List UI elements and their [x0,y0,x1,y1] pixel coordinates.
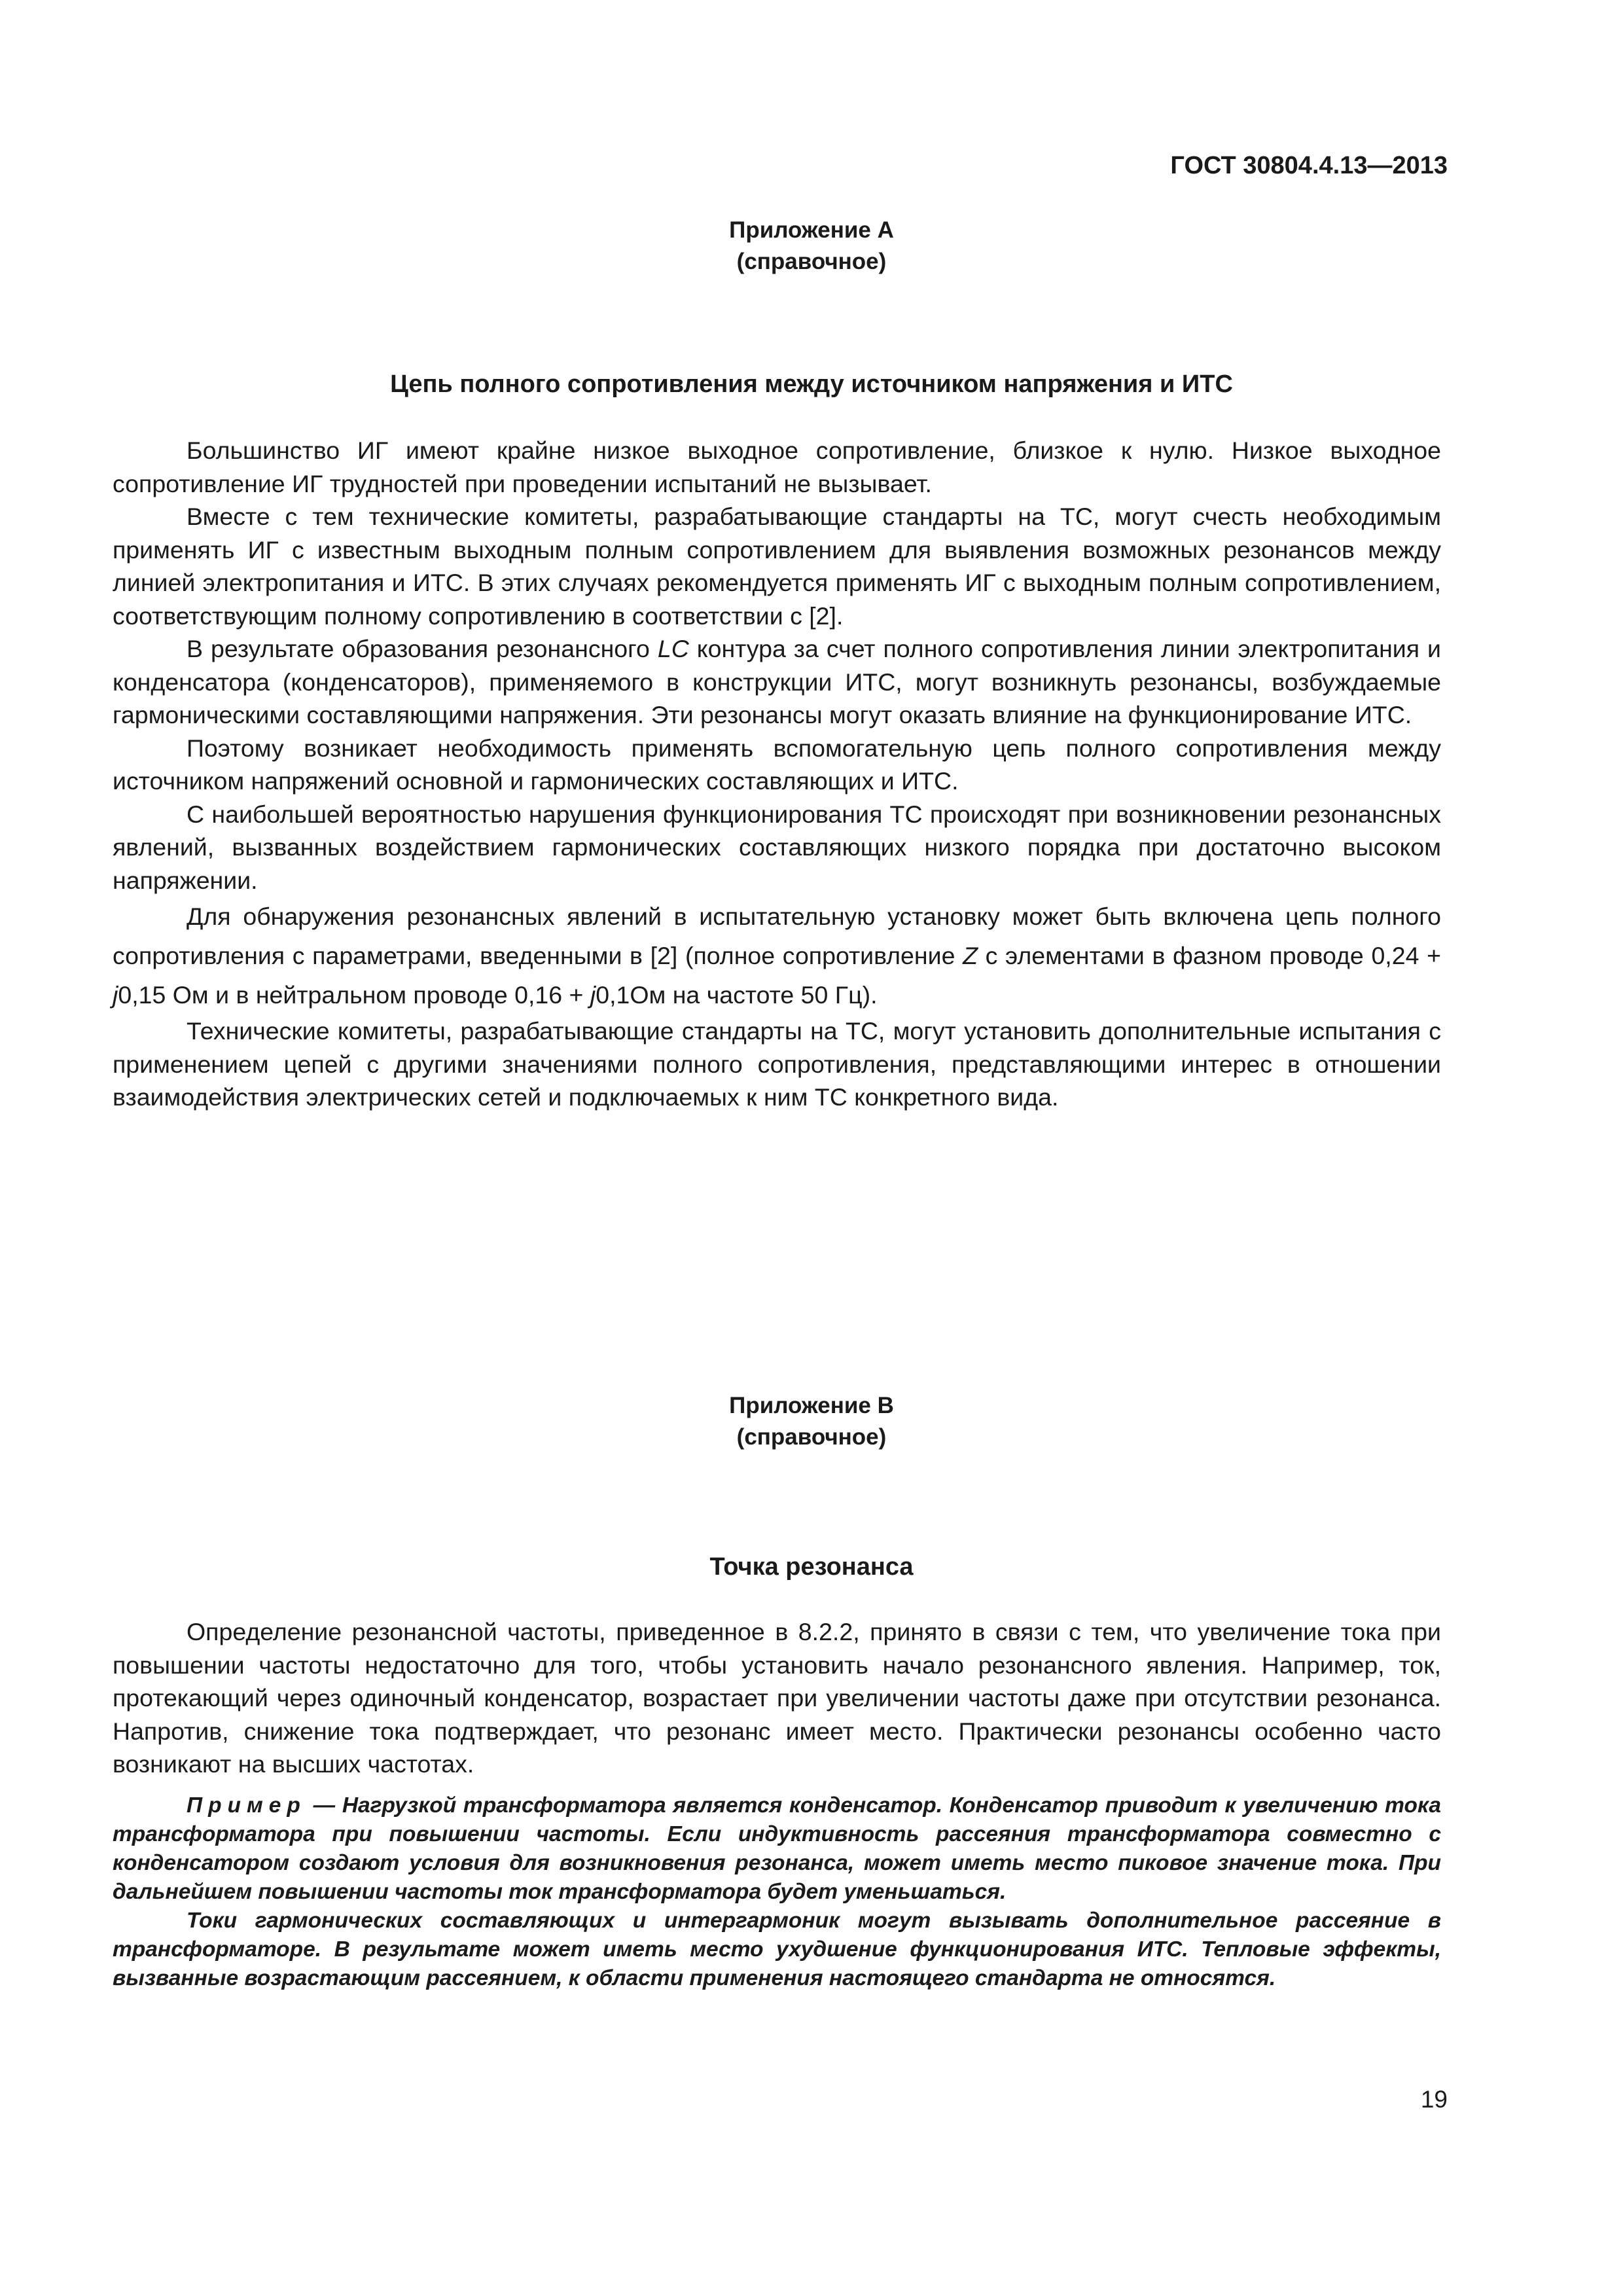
lc-symbol: LC [657,635,689,662]
appendix-a-body [113,434,1441,1114]
example-note [113,1791,1441,1907]
phase-impedance-real: 0,24 + [1371,942,1441,969]
p6-text-3: Ом и в нейтральном проводе [166,981,515,1009]
appendix-a-paragraph-5: С наибольшей вероятностью нарушения функционирования ТС происходят при возникновении резонансных явлений, вызванных воздействием гармонических составляющих низкого порядка при достаточно высоком напряжении. [113,800,1441,894]
p6-text-4: Ом на частоте 50 Гц). [630,981,878,1009]
example-text: — Нагрузкой трансформатора является конденсатор. Конденсатор приводит к увеличению тока трансформатора при повышении частоты. Если индуктивность рассеяния трансформатора совместно с конденсатором создают условия для возникновения резонанса, может иметь место пиковое значение тока. При дальнейшем повышении частоты ток трансформатора будет уменьшаться. [113,1793,1441,1904]
appendix-a-label: Приложение А [729,217,894,243]
neutral-imaginary-unit: j [590,981,596,1009]
appendix-a-kind: (справочное) [736,249,887,274]
p6-text-2: с элементами в фазном проводе [978,942,1372,969]
p6-text-1: Для обнаружения резонансных явлений в испытательную установку может быть включена цепь полного сопротивления с параметрами, введенными в [2] (полное сопротивление [113,903,1441,969]
appendix-a-paragraph-4: Поэтому возникает необходимость применять вспомогательную цепь полного сопротивления между источником напряжений основной и гармонических составляющих и ИТС. [113,734,1441,795]
example-lead: Пример [187,1793,306,1818]
neutral-impedance-imag: 0,1 [596,981,630,1009]
phase-imaginary-unit: j [113,981,118,1009]
page-number: 19 [1420,2086,1448,2113]
p3-text-after: контура за счет полного сопротивления линии электропитания и конденсатора (конденсаторов), применяемого в конструкции ИТС, могут возникнуть резонансы, возбуждаемые гармоническими составляющими напряжения. Эти резонансы могут оказать влияние на функционирование ИТС. [113,635,1441,728]
appendix-a-title: Цепь полного сопротивления между источником напряжения и ИТС [390,370,1233,398]
appendix-b-title: Точка резонанса [709,1553,914,1581]
document-code: ГОСТ 30804.4.13—2013 [1170,152,1448,179]
appendix-b-label: Приложение В [729,1393,894,1418]
appendix-a-heading [0,215,1623,278]
appendix-b-kind: (справочное) [736,1424,887,1450]
appendix-b-heading [0,1390,1623,1453]
p3-text-before: В результате образования резонансного [187,635,658,662]
example-note-continued: Токи гармонических составляющих и интергармоник могут вызывать дополнительное рассеяние в трансформаторе. В результате может иметь место ухудшение функционирования ИТС. Тепловые эффекты, вызванные возрастающим рассеянием, к области применения настоящего стандарта не относятся. [113,1908,1441,1990]
appendix-b-paragraph-1: Определение резонансной частоты, приведенное в 8.2.2, принято в связи с тем, что увеличение тока при повышении частоты недостаточно для того, чтобы установить начало резонансного явления. Например, ток, протекающий через одиночный конденсатор, возрастает при увеличении частоты даже при отсутствии резонанса. Напротив, снижение тока подтверждает, что резонанс имеет место. Практически резонансы особенно часто возникают на высших частотах. [113,1618,1441,1778]
appendix-a-paragraph-7: Технические комитеты, разрабатывающие стандарты на ТС, могут установить дополнительные испытания с применением цепей с другими значениями полного сопротивления, представляющими интерес в отношении взаимодействия электрических сетей и подключаемых к ним ТС конкретного вида. [113,1017,1441,1111]
appendix-a-paragraph-2: Вместе с тем технические комитеты, разрабатывающие стандарты на ТС, могут счесть необходимым применять ИГ с известным выходным полным сопротивлением для выявления возможных резонансов между линией электропитания и ИТС. В этих случаях рекомендуется применять ИГ с выходным полным сопротивлением, соответствующим полному сопротивлению в соответствии с [2]. [113,503,1441,630]
appendix-a-paragraph-3 [113,632,1441,732]
neutral-impedance-real: 0,16 + [514,981,590,1009]
appendix-a-paragraph-1: Большинство ИГ имеют крайне низкое выходное сопротивление, близкое к нулю. Низкое выходное сопротивление ИГ трудностей при проведении испытаний не вызывает. [113,437,1441,497]
impedance-symbol: Z [963,942,978,969]
appendix-a-paragraph-6 [113,897,1441,1014]
appendix-b-body [113,1615,1441,1993]
phase-impedance-imag: 0,15 [118,981,166,1009]
